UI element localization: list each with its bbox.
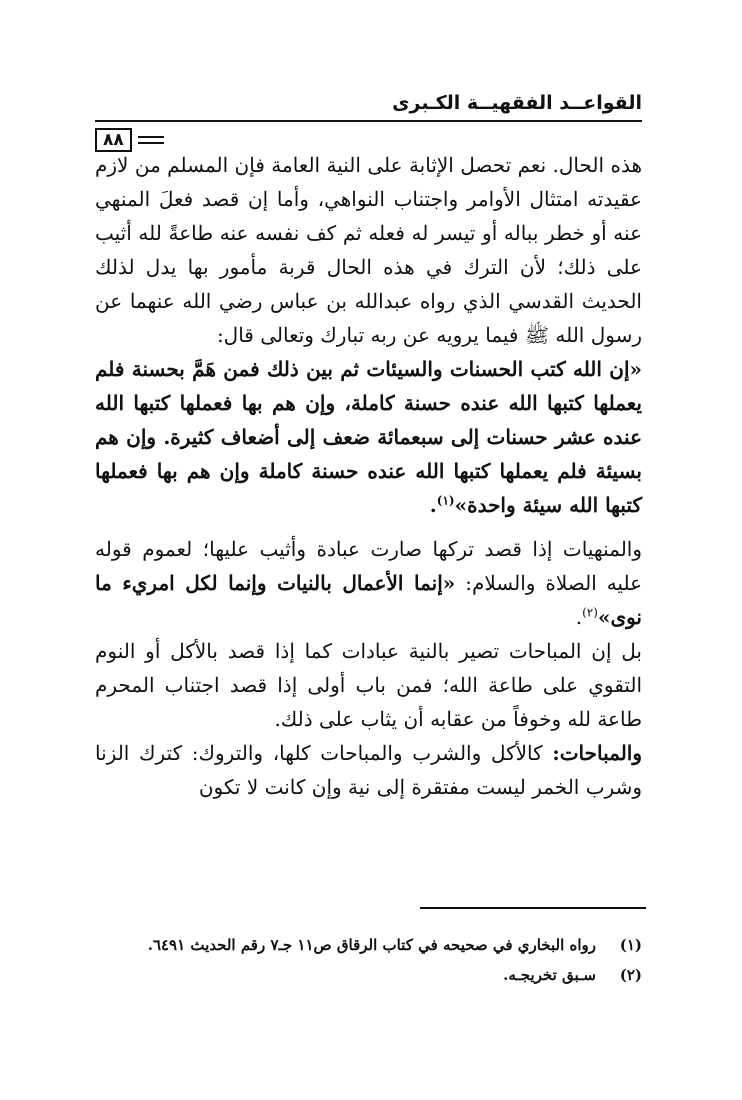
main-text — [95, 148, 642, 804]
prohibitions-text: والمنهيات إذا قصد تركها صارت عبادة وأثيب عليها؛ لعموم قوله عليه الصلاة والسلام: — [95, 537, 643, 595]
header-title: القواعــد الفقهيــة الكـبرى — [392, 92, 642, 114]
hadith-quote-text: «إن الله كتب الحسنات والسيئات ثم بين ذلك فمن هَمَّ بحسنة فلم يعملها كتبها الله عنده حسنة كاملة، وإن هم بها فعملها كتبها الله عنده عشر حسنات إلى سبعمائة ضعف إلى أضعاف كثيرة. وإن هم بسيئة فلم يعملها كتبها الله عنده حسنة كاملة وإن هم بها فعملها كتبها الله سيئة واحدة» — [95, 357, 643, 517]
footnote-number: (١) — [619, 936, 642, 954]
hadith-quote — [95, 352, 642, 522]
page-number: ٨٨ — [95, 128, 132, 152]
quote-end: . — [429, 493, 437, 517]
page-number-rules — [138, 136, 164, 144]
footnote-ref-2: (٢) — [582, 605, 598, 620]
footnote-item — [95, 960, 642, 990]
running-header — [95, 92, 642, 122]
footnote-separator — [420, 907, 646, 909]
footnote-item — [95, 930, 642, 960]
paragraph-permissibles: بل إن المباحات تصير بالنية عبادات كما إذا قصد بالأكل أو النوم التقوي على طاعة الله؛ فمن باب أولى إذا قصد اجتناب المحرم طاعة لله وخوفاً من عقابه أن يثاب على ذلك. — [95, 639, 643, 731]
footnote-text: رواه البخاري في صحيحه في كتاب الرقاق ص١١ جـ٧ رقم الحديث ٦٤٩١. — [147, 936, 596, 954]
paragraph-end: . — [575, 605, 583, 629]
paragraph-definition — [95, 736, 642, 804]
paragraph-prohibitions — [95, 532, 642, 634]
header-rule — [95, 120, 642, 122]
footnote-text: سـبق تخريجـه. — [503, 966, 596, 984]
definition-label: والمباحات: — [552, 741, 642, 765]
footnote-ref-1: (١) — [436, 493, 455, 508]
intentions-hadith: «إنما الأعمال بالنيات وإنما لكل امريء ما نوى» — [95, 571, 642, 629]
definition-text: كالأكل والشرب والمباحات كلها، والتروك: كترك الزنا وشرب الخمر ليست مفتقرة إلى نية وإن كانت لا تكون — [95, 741, 642, 799]
paragraph-intro: هذه الحال. نعم تحصل الإثابة على النية العامة فإن المسلم من لازم عقيدته امتثال الأوامر واجتناب النواهي، وأما إن قصد فعلَ المنهي عنه أو خطر بباله أو تيسر له فعله ثم كف نفسه عنه طاعةً لله أثيب على ذلك؛ لأن الترك في هذه الحال قربة مأمور بها يدل لذلك الحديث القدسي الذي رواه عبدالله بن عباس رضي الله عنهما عن رسول الله ﷺ فيما يرويه عن ربه تبارك وتعالى قال: — [95, 153, 642, 347]
footnote-number: (٢) — [619, 966, 642, 984]
footnotes — [95, 930, 642, 990]
